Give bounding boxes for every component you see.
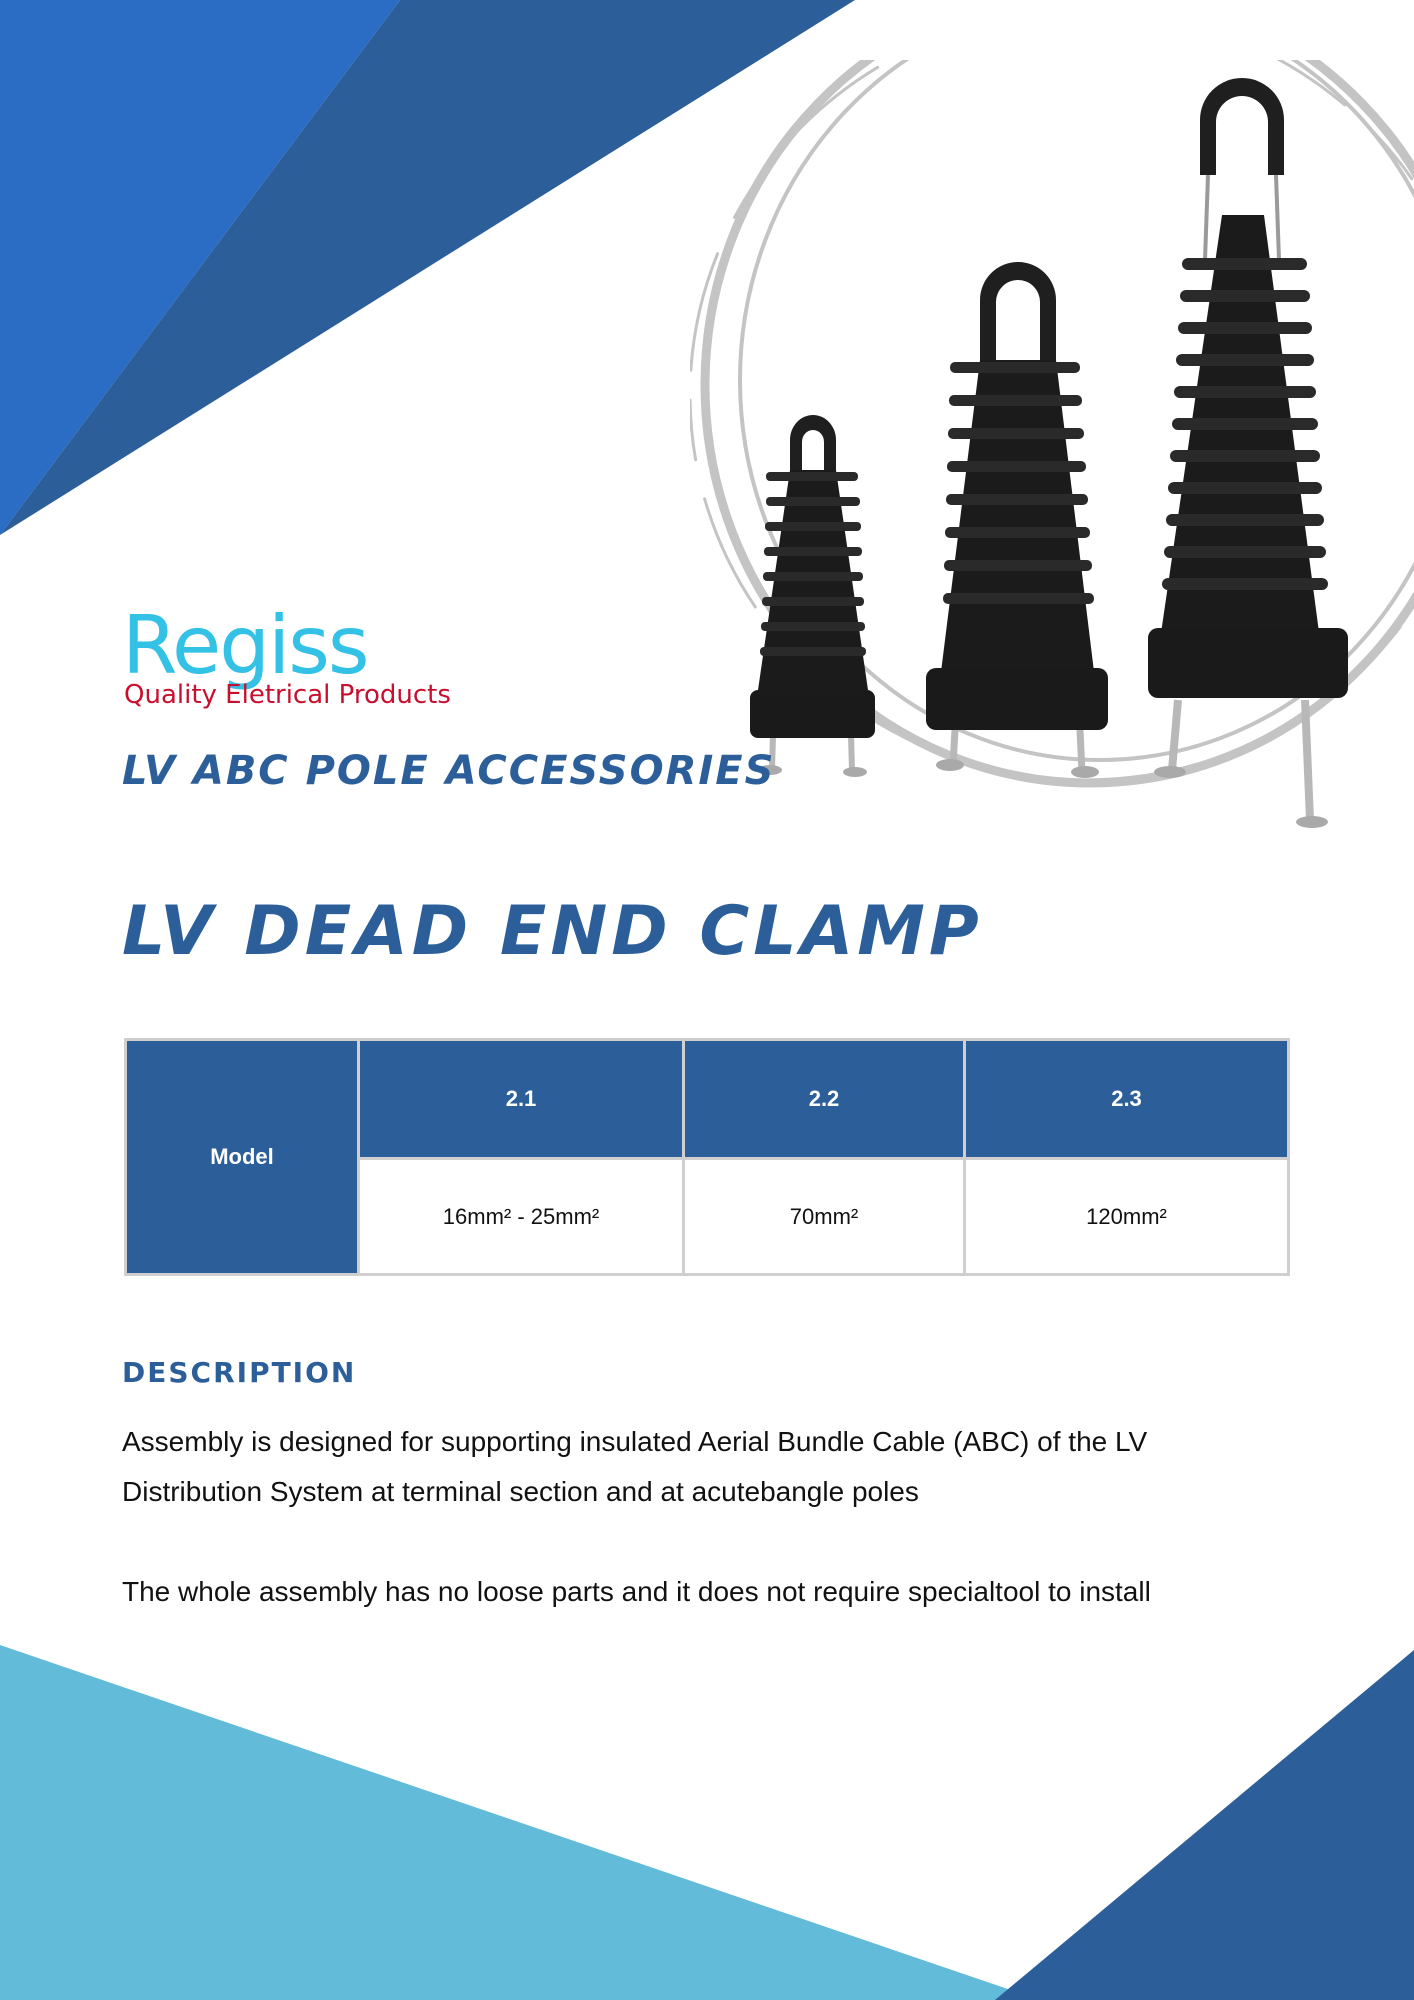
spec-table	[124, 1038, 1290, 1276]
size-cell: 120mm²	[965, 1159, 1289, 1275]
model-header: Model	[126, 1040, 359, 1275]
logo-wordmark: Regiss	[122, 599, 368, 692]
category-heading: LV ABC POLE ACCESSORIES	[122, 748, 776, 794]
description-paragraph: The whole assembly has no loose parts and it does not require specialtool to install	[122, 1576, 1151, 1607]
bottom-right-dark-blue-triangle	[995, 1650, 1414, 2000]
bottom-left-light-blue-shape	[0, 1645, 1040, 2000]
table-row	[126, 1040, 1289, 1159]
model-cell: 2.2	[684, 1040, 965, 1159]
brand-logo	[122, 599, 502, 716]
size-cell: 16mm² - 25mm²	[359, 1159, 684, 1275]
model-cell: 2.1	[359, 1040, 684, 1159]
description-heading: DESCRIPTION	[122, 1356, 357, 1389]
clamp-medium	[926, 262, 1108, 778]
product-image	[690, 60, 1414, 860]
clamp-large	[1148, 78, 1348, 828]
model-cell: 2.3	[965, 1040, 1289, 1159]
logo-tagline: Quality Eletrical Products	[124, 680, 451, 710]
description-paragraph: Assembly is designed for supporting insulated Aerial Bundle Cable (ABC) of the LV Distribution System at terminal section and at acutebangle poles	[122, 1426, 1148, 1507]
size-cell: 70mm²	[684, 1159, 965, 1275]
clamp-small	[750, 415, 875, 777]
page-title: LV DEAD END CLAMP	[122, 892, 983, 971]
